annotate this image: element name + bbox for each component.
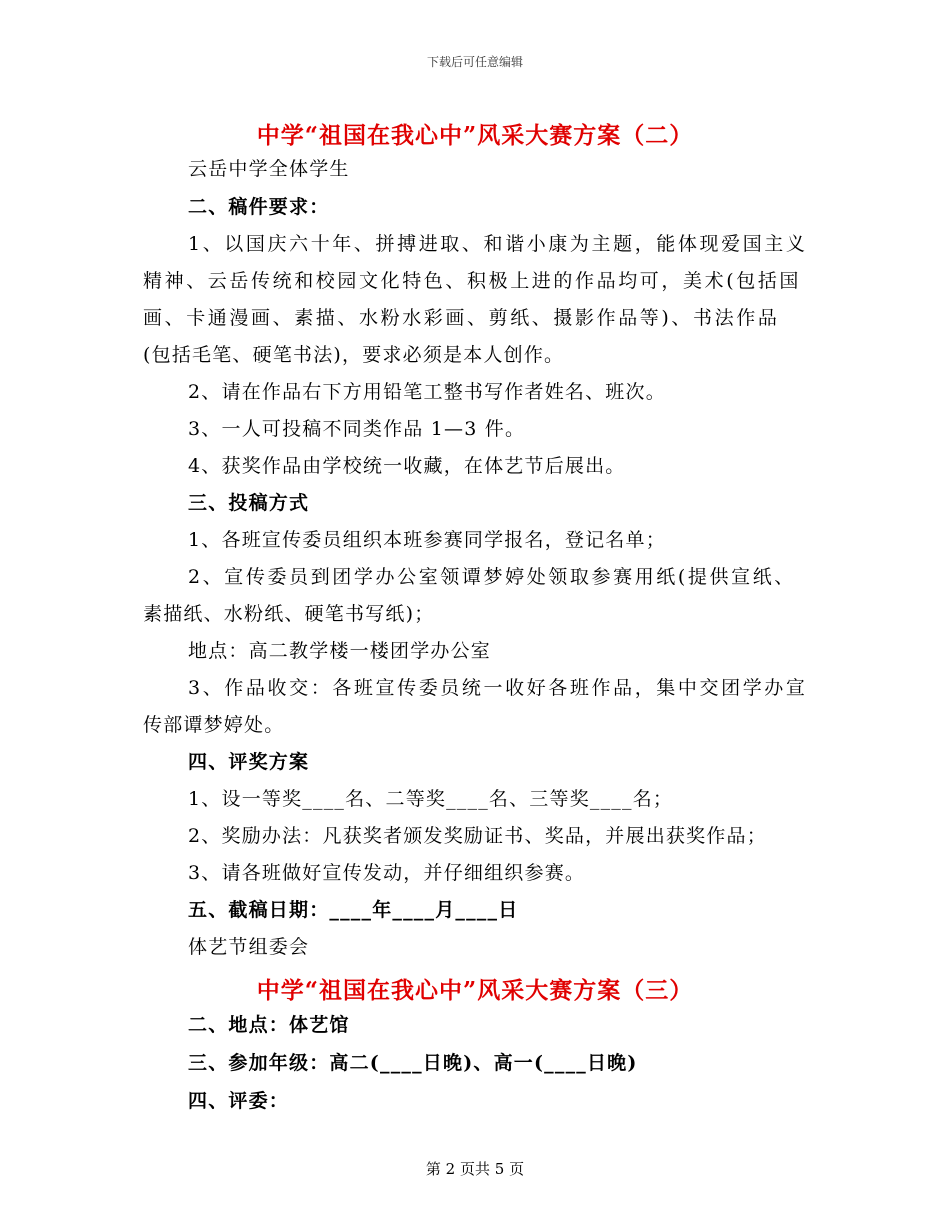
target-participants: 云岳中学全体学生 bbox=[188, 158, 350, 180]
requirement-3: 3、一人可投稿不同类作品 1—3 件。 bbox=[188, 418, 526, 440]
requirement-2: 2、请在作品右下方用铅笔工整书写作者姓名、班次。 bbox=[188, 381, 666, 403]
organizer: 体艺节组委会 bbox=[188, 936, 310, 958]
section2-title: 中学“祖国在我心中”风采大赛方案（二） bbox=[256, 122, 694, 149]
requirements-heading: 二、稿件要求： bbox=[188, 196, 330, 218]
requirement-1-line-3: 画、卡通漫画、素描、水粉水彩画、剪纸、摄影作品等)、书法作品 bbox=[143, 307, 780, 329]
page-header: 下载后可任意编辑 bbox=[426, 55, 523, 69]
submission-1: 1、各班宣传委员组织本班参赛同学报名，登记名单； bbox=[188, 529, 666, 551]
submission-3-line-2: 传部谭梦婷处。 bbox=[143, 714, 285, 736]
submission-heading: 三、投稿方式 bbox=[188, 492, 310, 514]
award-heading: 四、评奖方案 bbox=[188, 751, 310, 773]
section3-title: 中学“祖国在我心中”风采大赛方案（三） bbox=[256, 977, 694, 1004]
submission-2-line-1: 2、宣传委员到团学办公室领谭梦婷处领取参赛用纸(提供宣纸、 bbox=[188, 566, 796, 588]
venue: 二、地点：体艺馆 bbox=[188, 1014, 350, 1036]
page-footer: 第 2 页共 5 页 bbox=[425, 1160, 525, 1178]
award-2: 2、奖励办法：凡获奖者颁发奖励证书、奖品，并展出获奖作品； bbox=[188, 825, 767, 847]
requirement-1-line-4: (包括毛笔、硬笔书法)，要求必须是本人创作。 bbox=[143, 344, 565, 366]
deadline: 五、截稿日期：____年____月____日 bbox=[188, 899, 519, 921]
requirement-1-line-1: 1、以国庆六十年、拼搏进取、和谐小康为主题，能体现爱国主义 bbox=[188, 233, 808, 255]
location: 地点：高二教学楼一楼团学办公室 bbox=[188, 640, 492, 662]
grades: 三、参加年级：高二(____日晚)、高一(____日晚) bbox=[188, 1052, 638, 1074]
requirement-1-line-2: 精神、云岳传统和校园文化特色、积极上进的作品均可，美术(包括国 bbox=[143, 270, 802, 292]
judges: 四、评委： bbox=[188, 1090, 290, 1112]
submission-3-line-1: 3、作品收交：各班宣传委员统一收好各班作品，集中交团学办宣 bbox=[188, 677, 808, 699]
submission-2-line-2: 素描纸、水粉纸、硬笔书写纸)； bbox=[143, 603, 435, 625]
requirement-4: 4、获奖作品由学校统一收藏，在体艺节后展出。 bbox=[188, 455, 626, 477]
award-1: 1、设一等奖____名、二等奖____名、三等奖____名； bbox=[188, 788, 674, 810]
award-3: 3、请各班做好宣传发动，并仔细组织参赛。 bbox=[188, 862, 586, 884]
